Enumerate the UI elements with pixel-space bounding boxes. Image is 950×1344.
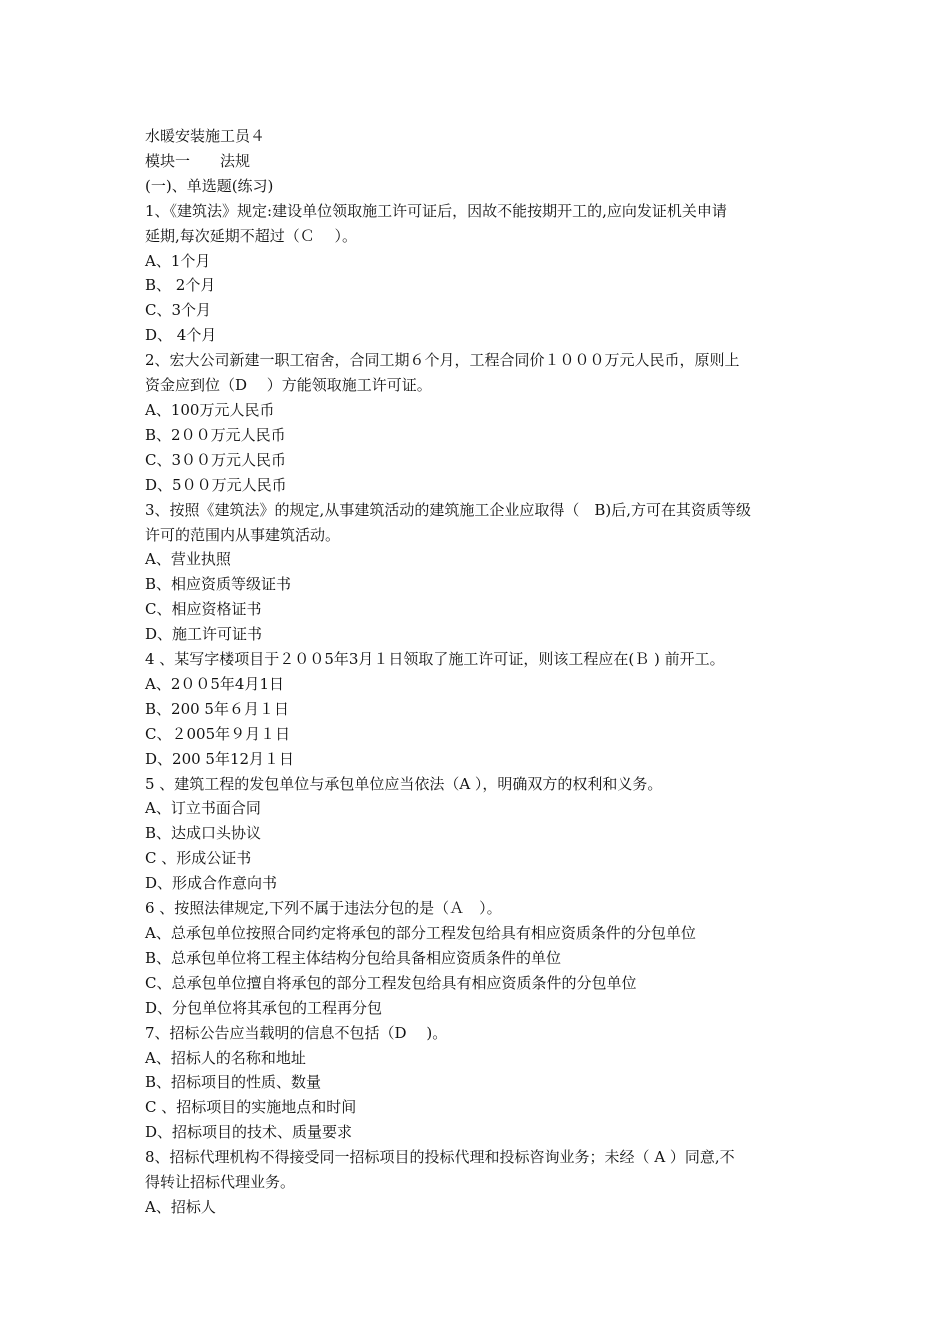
q5-option-c: C 、形成公证书 — [145, 849, 252, 868]
q4-stem: 4 、某写字楼项目于２００5年3月１日领取了施工许可证，则该工程应在(Ｂ ) 前开工。 — [145, 650, 725, 669]
q1-stem-line1: 1、《建筑法》规定:建设单位领取施工许可证后，因故不能按期开工的,应向发证机关申请 — [145, 201, 727, 220]
q5-option-d: D、形成合作意向书 — [145, 874, 278, 893]
q2-option-a: A、100万元人民币 — [145, 400, 275, 419]
q2-option-b: B、2００万元人民币 — [145, 425, 286, 444]
q4-option-b: B、200 5年６月１日 — [145, 699, 289, 718]
document-page — [145, 124, 815, 1220]
q2-option-c: C、3００万元人民币 — [145, 450, 287, 469]
q3-option-c: C、相应资格证书 — [145, 600, 262, 619]
q6-option-a: A、总承包单位按照合同约定将承包的部分工程发包给具有相应资质条件的分包单位 — [145, 924, 696, 942]
doc-title: 水暖安装施工员４ — [145, 127, 266, 145]
q2-option-d: D、5００万元人民币 — [145, 475, 287, 494]
q1-stem-line2: 延期,每次延期不超过（Ｃ ）。 — [145, 226, 358, 245]
q4-option-a: A、2００5年4月1日 — [145, 674, 285, 693]
q4-option-d: D、200 5年12月１日 — [145, 749, 295, 768]
q3-option-d: D、施工许可证书 — [145, 625, 263, 644]
q6-stem: 6 、按照法律规定,下列不属于违法分包的是（Ａ ）。 — [145, 899, 502, 918]
q5-stem: 5 、建筑工程的发包单位与承包单位应当依法（A ），明确双方的权利和义务。 — [145, 774, 663, 793]
q8-option-a: A、招标人 — [145, 1197, 216, 1216]
q1-option-b: B、 2个月 — [145, 276, 216, 295]
q5-option-b: B、达成口头协议 — [145, 824, 262, 843]
q7-option-c: C 、招标项目的实施地点和时间 — [145, 1098, 357, 1117]
module-heading: 模块一 法规 — [145, 151, 251, 170]
q6-option-d: D、分包单位将其承包的工程再分包 — [145, 998, 383, 1017]
q3-option-b: B、相应资质等级证书 — [145, 575, 292, 594]
q7-option-a: A、招标人的名称和地址 — [145, 1048, 306, 1067]
q7-stem: 7、招标公告应当载明的信息不包括（D )。 — [145, 1023, 448, 1042]
q3-option-a: A、营业执照 — [145, 550, 231, 569]
q6-option-c: C、总承包单位擅自将承包的部分工程发包给具有相应资质条件的分包单位 — [145, 973, 637, 992]
q6-option-b: B、总承包单位将工程主体结构分包给具备相应资质条件的单位 — [145, 948, 562, 967]
q4-option-c: C、２005年９月１日 — [145, 724, 291, 743]
section-heading: (一)、单选题(练习) — [145, 176, 274, 195]
q3-stem-line1: 3、按照《建筑法》的规定,从事建筑活动的建筑施工企业应取得（ B)后,方可在其资质等级 — [145, 500, 751, 519]
q1-option-a: A、1个月 — [145, 251, 211, 270]
q2-stem-line2: 资金应到位（D ）方能领取施工许可证。 — [145, 376, 432, 395]
q8-stem-line2: 得转让招标代理业务。 — [145, 1173, 296, 1192]
q1-option-d: D、 4个月 — [145, 326, 217, 345]
q7-option-d: D、招标项目的技术、质量要求 — [145, 1123, 353, 1142]
q8-stem-line1: 8、招标代理机构不得接受同一招标项目的投标代理和投标咨询业务；未经（ A ）同意,不 — [145, 1148, 735, 1167]
q2-stem-line1: 2、宏大公司新建一职工宿舍，合同工期６个月，工程合同价１０００万元人民币，原则上 — [145, 351, 740, 370]
q5-option-a: A、订立书面合同 — [145, 799, 261, 818]
q1-option-c: C、3个月 — [145, 301, 212, 320]
q7-option-b: B、招标项目的性质、数量 — [145, 1073, 322, 1092]
q3-stem-line2: 许可的范围内从事建筑活动。 — [145, 525, 341, 544]
